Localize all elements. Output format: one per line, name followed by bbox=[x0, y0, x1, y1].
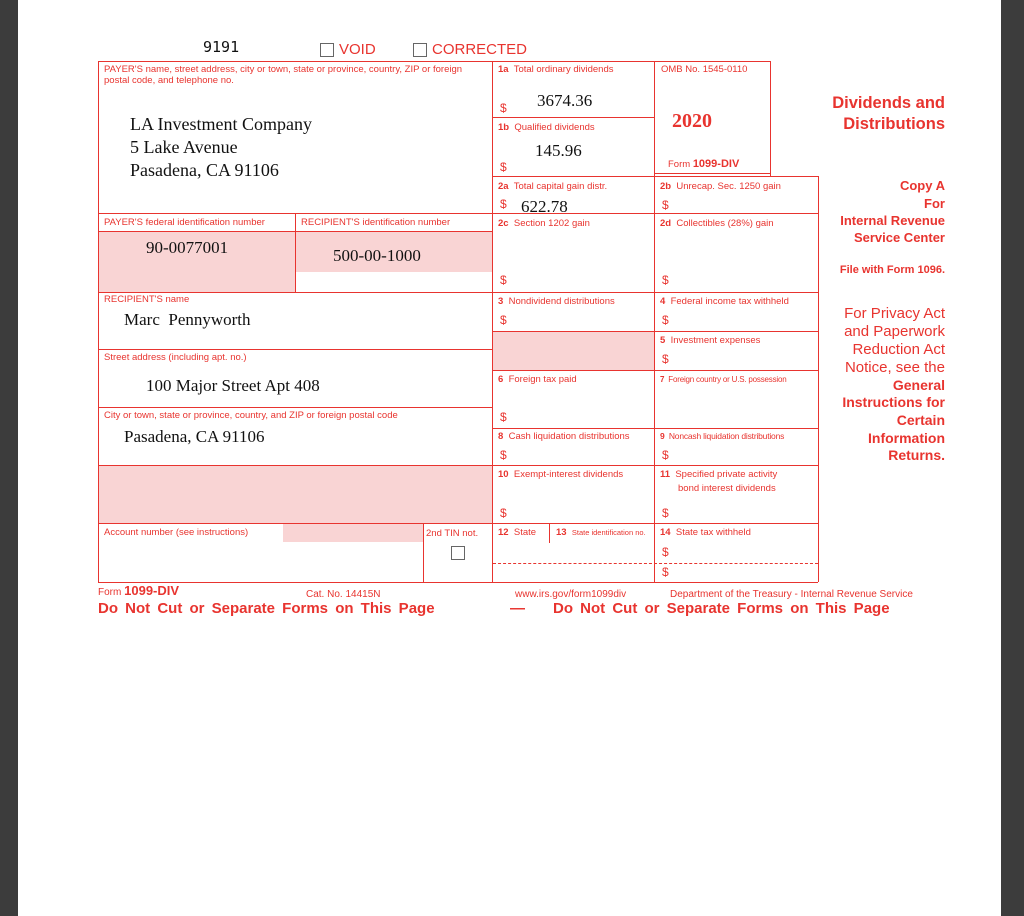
privacy-9: Returns. bbox=[888, 447, 945, 463]
payer-tin-label: PAYER'S federal identification number bbox=[104, 217, 265, 228]
do-not-cut-left: Do Not Cut or Separate Forms on This Page bbox=[98, 600, 435, 617]
privacy-3: Reduction Act bbox=[852, 341, 945, 358]
copy-for: For bbox=[924, 196, 945, 211]
box-3-label: 3 Nondividend distributions bbox=[498, 296, 615, 307]
recipient-street: 100 Major Street Apt 408 bbox=[146, 376, 320, 395]
box-2b-label: 2b Unrecap. Sec. 1250 gain bbox=[660, 181, 781, 192]
box-7-label: 7 Foreign country or U.S. possession bbox=[660, 375, 787, 384]
account-number-field[interactable] bbox=[283, 524, 423, 542]
box-2d-dollar: $ bbox=[662, 273, 669, 287]
box-4-label: 4 Federal income tax withheld bbox=[660, 296, 789, 307]
shaded-area-recipient bbox=[99, 466, 492, 523]
box-2c-dollar: $ bbox=[500, 273, 507, 287]
footer-dept: Department of the Treasury - Internal Revenue Service bbox=[670, 589, 913, 600]
box-1a-value: 3674.36 bbox=[537, 91, 593, 110]
box-11-label: 11 Specified private activity bbox=[660, 469, 778, 480]
box-10-dollar: $ bbox=[500, 506, 507, 520]
box-11-dollar: $ bbox=[662, 506, 669, 520]
do-not-cut-dash: — bbox=[510, 600, 525, 617]
box-1a-dollar: $ bbox=[500, 101, 507, 115]
box-6-label: 6 Foreign tax paid bbox=[498, 374, 577, 385]
recipient-city-label: City or town, state or province, country, and ZIP or foreign postal code bbox=[104, 410, 398, 421]
void-label: VOID bbox=[339, 41, 376, 58]
form-title-2: Distributions bbox=[843, 115, 945, 133]
privacy-5: General bbox=[892, 377, 945, 393]
box-1a-label: 1a Total ordinary dividends bbox=[498, 64, 614, 75]
privacy-6: Instructions for bbox=[842, 394, 945, 410]
copy-a: Copy A bbox=[899, 178, 945, 193]
recipient-tin: 500-00-1000 bbox=[333, 246, 421, 265]
box-13-label: 13 State identification no. bbox=[556, 527, 646, 538]
box-4-dollar: $ bbox=[662, 313, 669, 327]
file-with-1096: File with Form 1096. bbox=[839, 264, 945, 276]
account-number-label: Account number (see instructions) bbox=[104, 527, 249, 538]
box-2a-value: 622.78 bbox=[521, 197, 568, 216]
payer-tin: 90-0077001 bbox=[146, 238, 229, 257]
box-14-dollar-2: $ bbox=[662, 565, 669, 579]
box-5-dollar: $ bbox=[662, 352, 669, 366]
box-3-dollar: $ bbox=[500, 313, 507, 327]
box-12-label: 12 State bbox=[498, 527, 537, 538]
box-10-label: 10 Exempt-interest dividends bbox=[498, 469, 624, 480]
payer-name-label: PAYER'S name, street address, city or town, state or province, country, ZIP or foreign postal code, and telephone no. bbox=[104, 64, 463, 86]
box-2a-dollar: $ bbox=[500, 197, 507, 211]
privacy-4: Notice, see the bbox=[844, 359, 945, 376]
tax-year: 2020 bbox=[672, 110, 712, 132]
privacy-1: For Privacy Act bbox=[844, 305, 945, 322]
form-page bbox=[18, 0, 1001, 916]
omb-number: OMB No. 1545-0110 bbox=[661, 64, 748, 75]
payer-city: Pasadena, CA 91106 bbox=[130, 160, 279, 180]
box-9-label: 9 Noncash liquidation distributions bbox=[660, 431, 785, 441]
box-2d-label: 2d Collectibles (28%) gain bbox=[660, 218, 774, 229]
payer-street: 5 Lake Avenue bbox=[130, 137, 238, 157]
box-14-dollar-1: $ bbox=[662, 545, 669, 559]
payer-name: LA Investment Company bbox=[130, 114, 312, 134]
void-checkbox[interactable] bbox=[320, 43, 334, 57]
side-panel bbox=[818, 92, 945, 472]
do-not-cut-right: Do Not Cut or Separate Forms on This Page bbox=[553, 600, 890, 617]
footer-url[interactable]: www.irs.gov/form1099div bbox=[515, 589, 627, 600]
second-tin-label: 2nd TIN not. bbox=[426, 528, 479, 539]
box-1b-dollar: $ bbox=[500, 160, 507, 174]
recipient-name: Marc Pennyworth bbox=[124, 310, 251, 329]
box-2a-label: 2a Total capital gain distr. bbox=[498, 181, 608, 192]
box-5-label: 5 Investment expenses bbox=[660, 335, 761, 346]
box-1b-value: 145.96 bbox=[535, 141, 582, 160]
recipient-street-label: Street address (including apt. no.) bbox=[104, 352, 247, 363]
recipient-city: Pasadena, CA 91106 bbox=[124, 427, 265, 446]
recipient-tin-label: RECIPIENT'S identification number bbox=[301, 217, 451, 228]
box-9-dollar: $ bbox=[662, 448, 669, 462]
corrected-checkbox[interactable] bbox=[413, 43, 427, 57]
form-code: 9191 bbox=[203, 38, 240, 56]
box-11-label-line2: bond interest dividends bbox=[678, 483, 776, 494]
box-8-label: 8 Cash liquidation distributions bbox=[498, 431, 630, 442]
omb-form-name: Form 1099-DIV bbox=[668, 158, 740, 170]
box-14-label: 14 State tax withheld bbox=[660, 527, 751, 538]
privacy-8: Information bbox=[868, 430, 945, 446]
copy-irs: Internal Revenue bbox=[840, 213, 945, 228]
footer-form-name: Form 1099-DIV bbox=[98, 583, 180, 598]
box-8-dollar: $ bbox=[500, 448, 507, 462]
shaded-area-3 bbox=[493, 332, 654, 370]
footer-cat-no: Cat. No. 14415N bbox=[306, 589, 381, 600]
form-title-1: Dividends and bbox=[832, 94, 945, 112]
copy-service-center: Service Center bbox=[853, 230, 945, 245]
box-6-dollar: $ bbox=[500, 410, 507, 424]
privacy-2: and Paperwork bbox=[844, 323, 945, 340]
privacy-7: Certain bbox=[896, 412, 945, 428]
corrected-label: CORRECTED bbox=[432, 41, 528, 58]
recipient-name-label: RECIPIENT'S name bbox=[104, 294, 190, 305]
box-2c-label: 2c Section 1202 gain bbox=[498, 218, 590, 229]
box-1b-label: 1b Qualified dividends bbox=[498, 122, 595, 133]
second-tin-checkbox[interactable] bbox=[451, 546, 465, 560]
box-2b-dollar: $ bbox=[662, 198, 669, 212]
